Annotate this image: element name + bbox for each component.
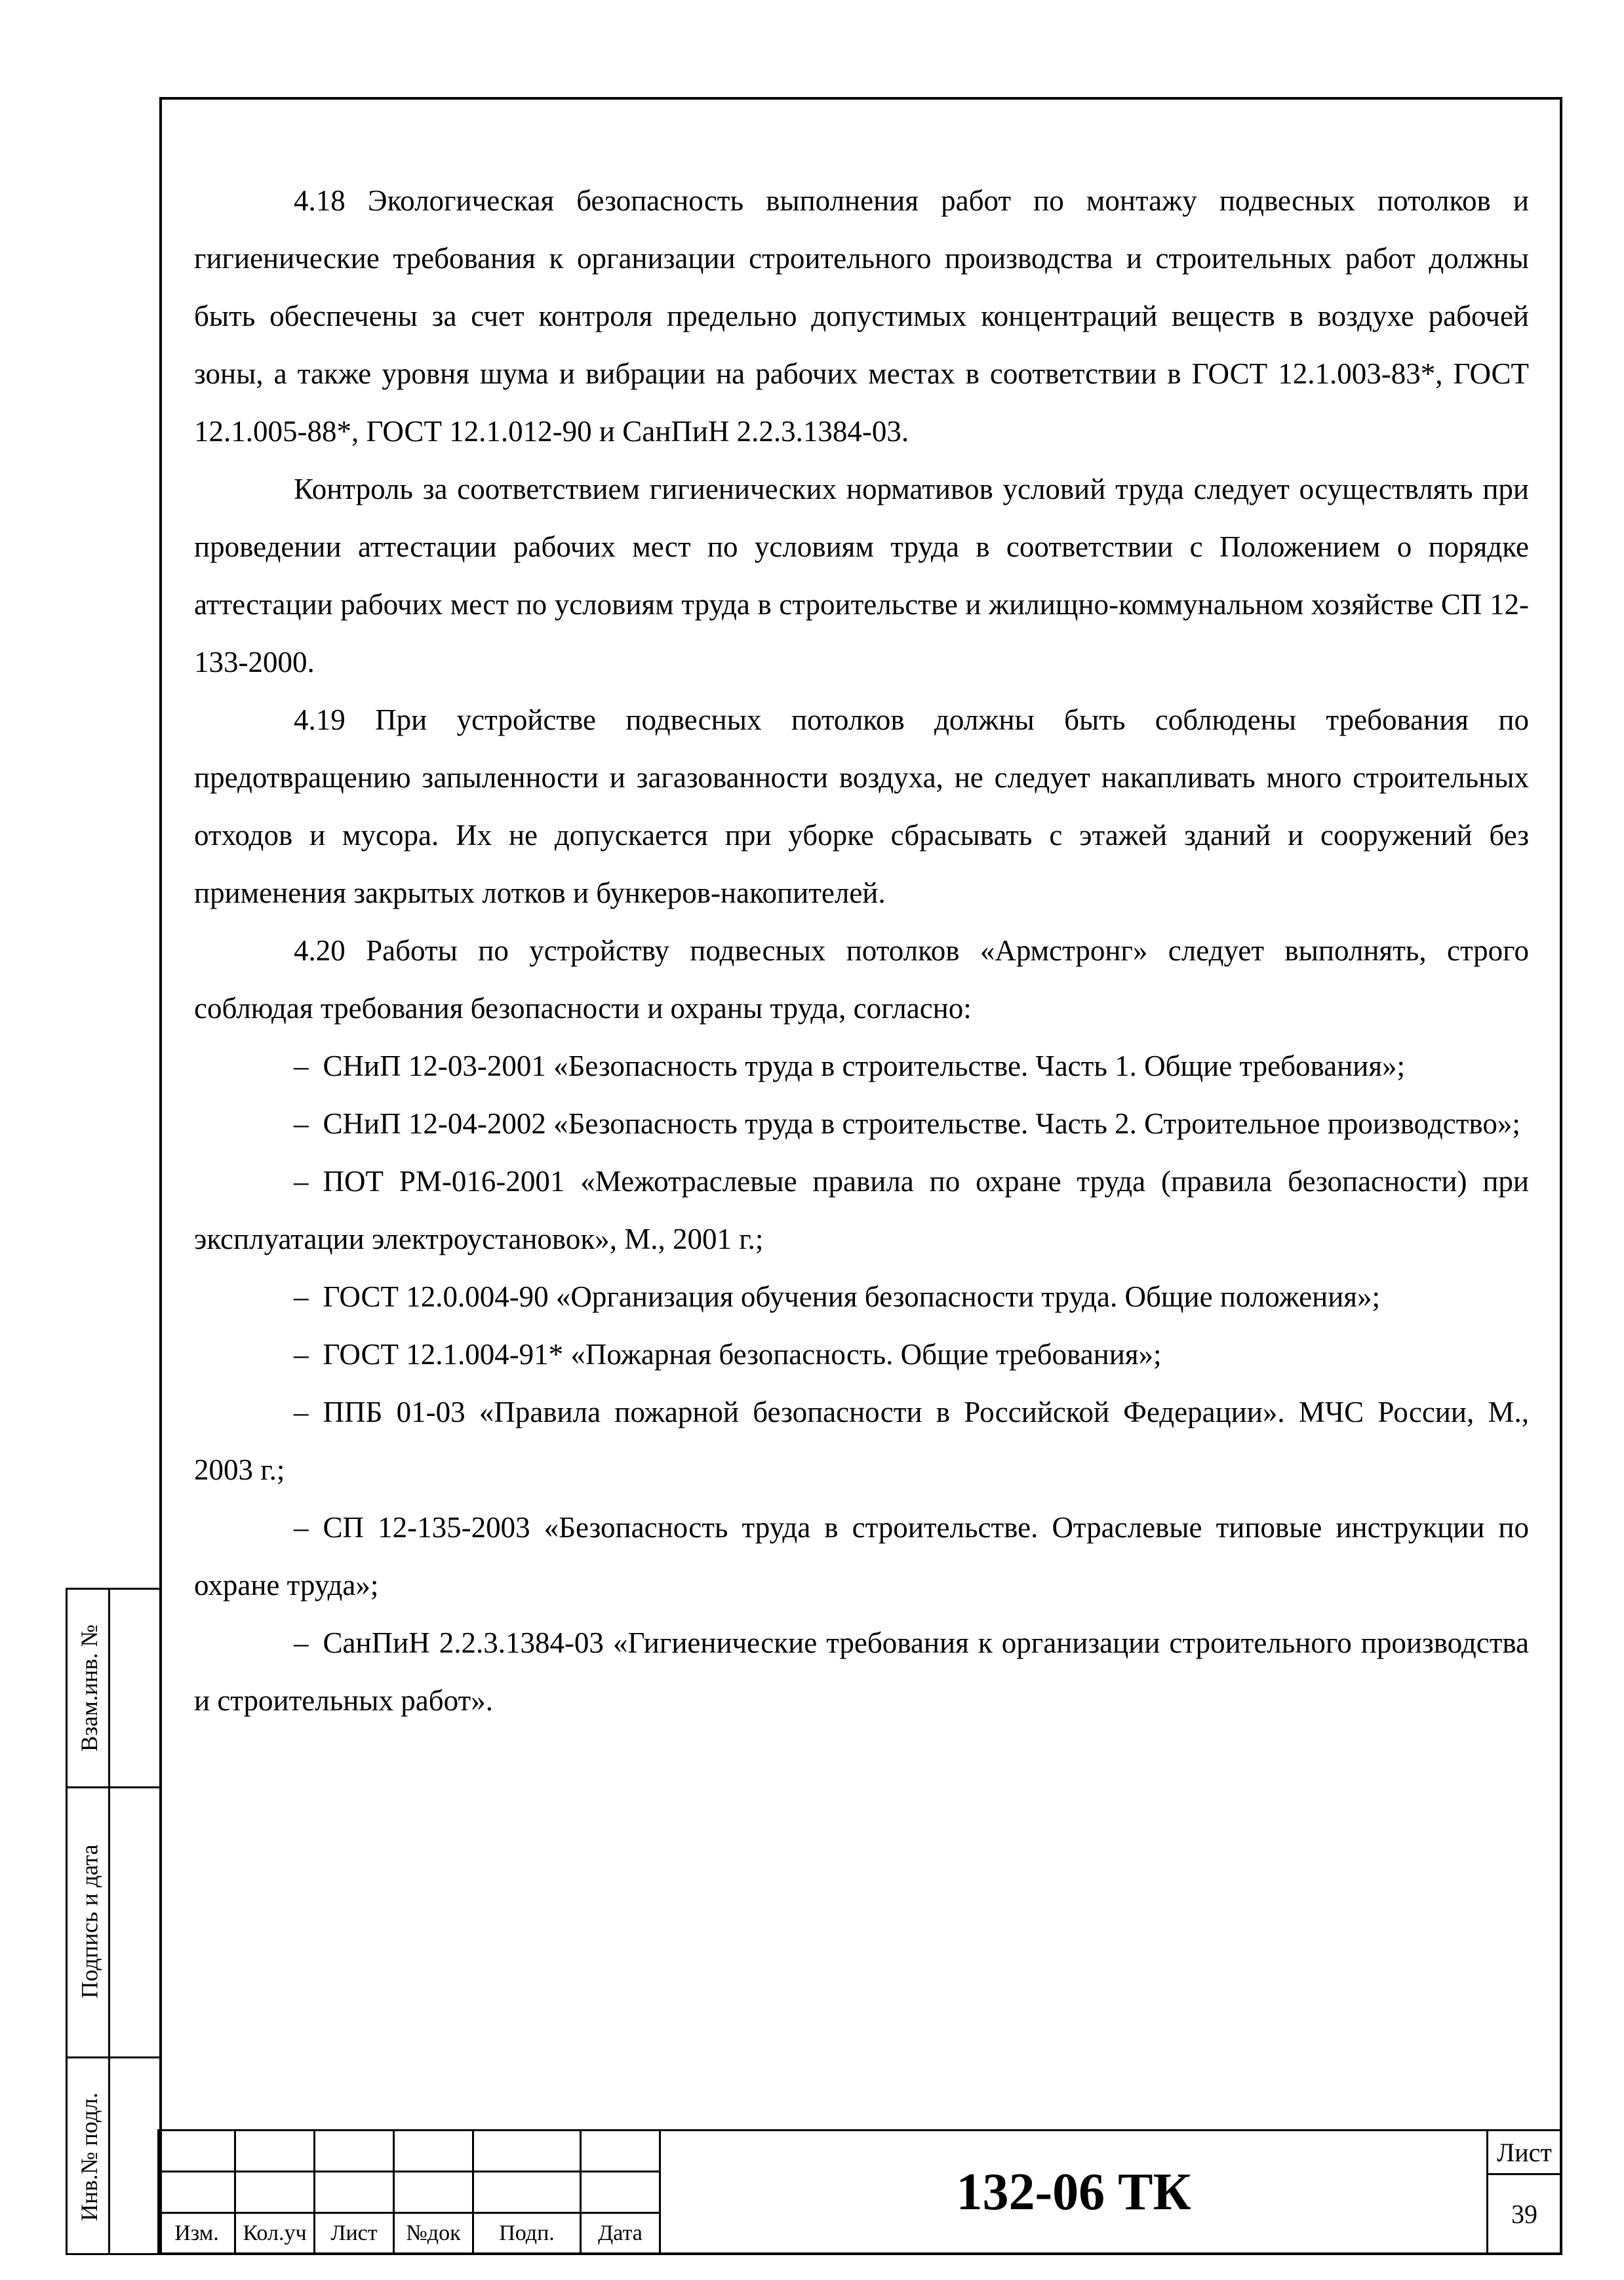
paragraph: Контроль за соответствием гигиенических нормативов условий труда следует осуществлять при проведении аттестации рабочих мест по условиям труда в соответствии с Положением о порядке аттестации рабочих мест по условиям труда в строительстве и жилищно-коммунальном хозяйстве СП 12-133-2000. [194, 473, 1529, 678]
rev-cell [472, 2129, 582, 2172]
rev-cell [157, 2129, 236, 2172]
list-item-text: СП 12-135-2003 «Безопасность труда в строительстве. Отраслевые типовые инструкции по охране труда»; [194, 1511, 1529, 1602]
list-item [194, 1095, 1529, 1152]
vzam-inv-text: Взам.инв. № [76, 1624, 102, 1752]
rev-cell [580, 2129, 661, 2172]
list-item [194, 1268, 1529, 1326]
rev-cell [393, 2129, 474, 2172]
list-item [194, 1152, 1529, 1268]
list-item-text: ГОСТ 12.1.004-91* «Пожарная безопасность. Общие требования»; [323, 1338, 1162, 1371]
dash-marker: – [294, 1165, 309, 1198]
dash-marker: – [294, 1050, 309, 1082]
rev-cell [313, 2129, 395, 2172]
list-item-text: ГОСТ 12.0.004-90 «Организация обучения безопасности труда. Общие положения»; [323, 1280, 1380, 1313]
header-data: Дата [580, 2212, 661, 2255]
rev-cell [313, 2171, 395, 2214]
paragraph: 4.20 Работы по устройству подвесных потолков «Армстронг» следует выполнять, строго соблюдая требования безопасности и охраны труда, согласно: [194, 934, 1529, 1025]
header-list: Лист [313, 2212, 395, 2255]
rev-cell [472, 2171, 582, 2214]
dash-marker: – [294, 1338, 309, 1371]
signature-date-label [70, 1786, 108, 2056]
paragraph: 4.19 При устройстве подвесных потолков должны быть соблюдены требования по предотвращению запыленности и загазованности воздуха, не следует накапливать много строительных отходов и мусора. Их не допускается при уборке сбрасывать с этажей зданий и сооружений без применения закрытых лотков и бункеров-накопителей. [194, 703, 1529, 909]
inv-podl-label [70, 2056, 108, 2257]
dash-marker: – [294, 1626, 309, 1659]
dash-marker: – [294, 1511, 309, 1544]
list-item [194, 1326, 1529, 1383]
rev-cell [234, 2171, 315, 2214]
header-izm: Изм. [157, 2212, 236, 2255]
list-item-text: ПОТ РМ-016-2001 «Межотраслевые правила по охране труда (правила безопасности) при эксплуатации электроустановок», М., 2001 г.; [194, 1165, 1529, 1255]
rev-cell [393, 2171, 474, 2214]
inv-podl-text: Инв.№ подл. [76, 2092, 102, 2222]
stamp-divider [108, 1590, 110, 2253]
document-code: 132-06 ТК [659, 2129, 1488, 2255]
sheet-number: 39 [1486, 2173, 1562, 2255]
header-podp: Подп. [472, 2212, 582, 2255]
list-item-text: ППБ 01-03 «Правила пожарной безопасности в Российской Федерации». МЧС России, М., 2003 г.; [194, 1396, 1529, 1486]
header-ndok: №док [393, 2212, 474, 2255]
dash-marker: – [294, 1280, 309, 1313]
rev-cell [234, 2129, 315, 2172]
list-item [194, 1037, 1529, 1095]
dash-marker: – [294, 1107, 309, 1140]
title-block [157, 2129, 1562, 2255]
paragraph: 4.18 Экологическая безопасность выполнения работ по монтажу подвесных потолков и гигиенические требования к организации строительного производства и строительных работ должны быть обеспечены за счет контроля предельно допустимых концентраций веществ в воздухе рабочей зоны, а также уровня шума и вибрации на рабочих местах в соответствии в ГОСТ 12.1.003-83*, ГОСТ 12.1.005-88*, ГОСТ 12.1.012-90 и СанПиН 2.2.3.1384-03. [194, 184, 1529, 448]
list-item [194, 1383, 1529, 1499]
signature-date-text: Подпись и дата [76, 1844, 103, 1999]
list-item-text: СНиП 12-03-2001 «Безопасность труда в строительстве. Часть 1. Общие требования»; [323, 1050, 1406, 1082]
document-body [194, 172, 1529, 1729]
sheet-label: Лист [1486, 2129, 1562, 2175]
list-item-text: СНиП 12-04-2002 «Безопасность труда в строительстве. Часть 2. Строительное производство»; [323, 1107, 1520, 1140]
dash-marker: – [294, 1396, 309, 1428]
list-item [194, 1499, 1529, 1614]
left-stamp-column [66, 1588, 162, 2255]
rev-cell [157, 2171, 236, 2214]
list-item [194, 1614, 1529, 1729]
vzam-inv-label [70, 1590, 108, 1786]
list-item-text: СанПиН 2.2.3.1384-03 «Гигиенические требования к организации строительного производства и строительных работ». [194, 1626, 1529, 1717]
header-kol-uch: Кол.уч [234, 2212, 315, 2255]
rev-cell [580, 2171, 661, 2214]
